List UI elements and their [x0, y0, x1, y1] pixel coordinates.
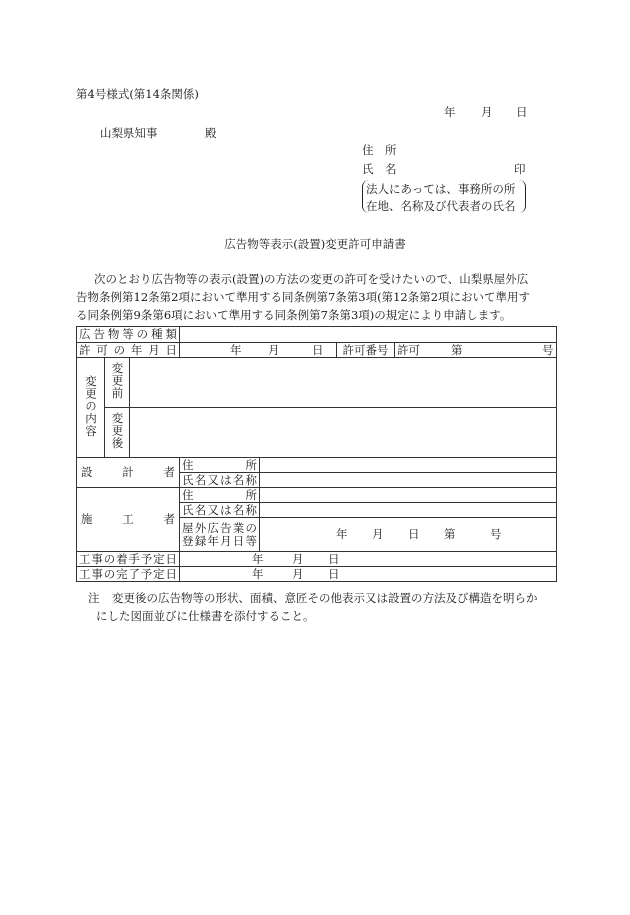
designer-address-field[interactable]: [260, 458, 557, 473]
permit-go: 号: [542, 342, 554, 357]
designer-address-label: 住所: [180, 458, 260, 473]
permit-date-label: 許可の年月日: [77, 343, 180, 358]
registration-field[interactable]: [260, 518, 557, 552]
footnote-line1: 変更後の広告物等の形状、面積、意匠その他表示又は設置の方法及び構造を明らか: [112, 591, 538, 605]
start-date-day: 日: [328, 551, 340, 566]
date-year-label: 年: [444, 105, 456, 119]
designer-address-row: [77, 458, 557, 473]
ad-type-field[interactable]: [180, 327, 557, 343]
addressee: 山梨県知事: [100, 126, 158, 140]
change-after-row: [77, 408, 557, 458]
applicant-address-label: 住 所: [362, 143, 397, 157]
permit-dai: 第: [451, 342, 463, 357]
designer-name-label: 氏名又は名称: [180, 473, 260, 488]
contractor-address-field[interactable]: [260, 488, 557, 503]
designer-name-field[interactable]: [260, 473, 557, 488]
permit-number-label: 許可番号: [337, 343, 395, 358]
registration-label-line2: 登録年月日等: [182, 533, 257, 548]
document-title: 広告物等表示(設置)変更許可申請書: [224, 237, 406, 251]
start-date-label: 工事の着手予定日: [77, 552, 180, 567]
ad-type-row: [77, 327, 557, 343]
start-date-month: 月: [292, 551, 304, 566]
change-before-field[interactable]: [130, 358, 557, 408]
contractor-name-field[interactable]: [260, 503, 557, 518]
change-before-row: [77, 358, 557, 408]
form-number: 第4号様式(第14条関係): [76, 87, 199, 101]
body-paragraph: [76, 270, 556, 324]
footnote-label: 注: [88, 591, 100, 605]
corporate-note-line2: 在地、名称及び代表者の氏名: [366, 199, 516, 213]
permit-date-field[interactable]: [180, 343, 337, 358]
designer-label: 設計者: [77, 458, 180, 488]
permit-date-day: 日: [312, 342, 324, 357]
registration-dai: 第: [444, 527, 456, 541]
end-date-field[interactable]: [180, 567, 557, 582]
seal-mark: 印: [514, 162, 526, 176]
registration-label-line1: 屋外広告業の: [182, 520, 257, 535]
end-date-day: 日: [328, 566, 340, 581]
contractor-address-label: 住所: [180, 488, 260, 503]
start-date-year: 年: [252, 551, 264, 566]
end-date-label: 工事の完了予定日: [77, 567, 180, 582]
permit-date-year: 年: [230, 342, 242, 357]
contractor-name-label: 氏名又は名称: [180, 503, 260, 518]
change-before-label: 変更前: [105, 358, 130, 408]
registration-go: 号: [490, 527, 502, 541]
start-date-row: [77, 552, 557, 567]
registration-month: 月: [372, 527, 384, 541]
body-line-1: 次のとおり広告物等の表示(設置)の方法の変更の許可を受けたいので、山梨県屋外広: [94, 272, 529, 286]
end-date-year: 年: [252, 566, 264, 581]
end-date-row: [77, 567, 557, 582]
change-content-label: 変更の内容: [77, 358, 105, 458]
end-date-month: 月: [292, 566, 304, 581]
change-after-label: 変更後: [105, 408, 130, 458]
start-date-field[interactable]: [180, 552, 557, 567]
applicant-name-label: 氏 名: [362, 162, 397, 176]
registration-label: [180, 518, 260, 552]
registration-day: 日: [408, 527, 420, 541]
corporate-note-line1: 法人にあっては、事務所の所: [366, 182, 516, 196]
permit-number-field[interactable]: [395, 343, 557, 358]
registration-year: 年: [336, 527, 348, 541]
contractor-label: 施工者: [77, 488, 180, 552]
change-after-field[interactable]: [130, 408, 557, 458]
date-month-label: 月: [481, 105, 493, 119]
body-line-2: 告物条例第12条第2項において準用する同条例第7条第3項(第12条第2項において準用す: [76, 290, 531, 304]
application-table: [76, 326, 557, 582]
contractor-address-row: [77, 488, 557, 503]
body-line-3: る同条例第9条第6項において準用する同条例第7条第3項)の規定により申請します。: [76, 308, 512, 322]
footnote-line2: にした図面並びに仕様書を添付すること。: [96, 609, 315, 623]
permit-prefix: 許可: [397, 342, 420, 357]
permit-date-month: 月: [268, 342, 280, 357]
date-day-label: 日: [516, 105, 528, 119]
permit-date-row: [77, 343, 557, 358]
honorific: 殿: [205, 126, 217, 140]
ad-type-label: 広告物等の種類: [77, 327, 180, 343]
